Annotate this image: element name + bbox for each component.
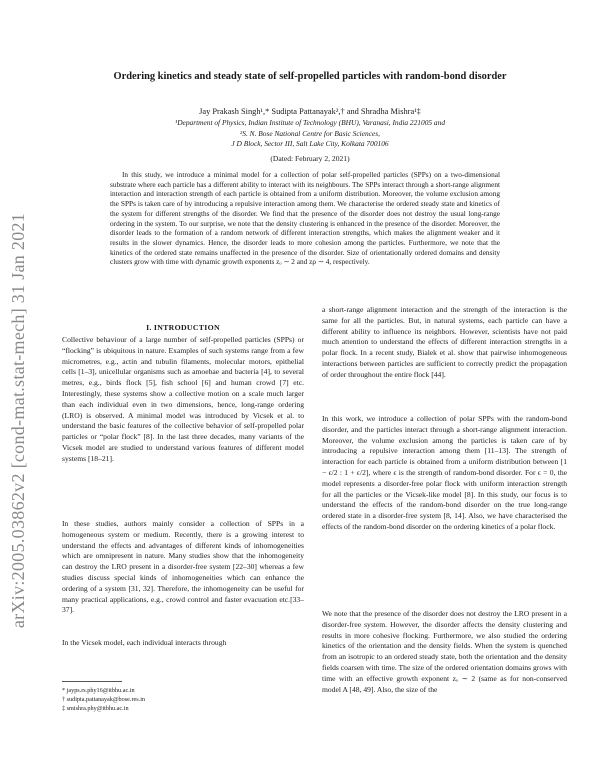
affiliations — [100, 118, 520, 150]
footnote-email-1: * jayps.rs.phy16@itbhu.ac.in — [62, 687, 135, 694]
affiliation-1: ¹Department of Physics, Indian Institute of Technology (BHU), Varanasi, India 221005 and — [174, 118, 446, 127]
paragraph: We note that the presence of the disorder does not destroy the LRO present in a disorder-free system. However, the disorder affects the density clustering and results in more cohesive flocking. Furthermore, we also studied the ordering kinetics of the orientation and the density fields. When the system is quenched from an isotropic to an ordered steady state, both the orientation and the density fields coarsen with time. The size of the ordered orientation domains grows with time with an effective growth exponent zₒ ∼ 2 (same as for non-conserved model A [48, 49]. Also, the size of the — [322, 609, 567, 694]
abstract: In this study, we introduce a minimal model for a collection of polar self-propelled particles (SPPs) on a two-dimensional substrate where each particle has a different ability to interact with its neighbours. The SPPs interact through a short-range alignment interaction and interaction strength of each particle is obtained from a uniform distribution. Moreover, the volume exclusion among the SPPs is taken care of by introducing a repulsive interaction among them. We characterise the ordered steady state and kinetics of the system for different strengths of the disorder. We find that the presence of the disorder does not destroy the usual long-range ordering in the system. To our surprise, we note that the density clustering is enhanced in the presence of the disorder. Moreover, the disorder leads to the formation of a random network of different interaction strengths, which makes the alignment weaker and it results in the slower dynamics. Hence, the disorder leads to more cohesion among the particles. Furthermore, we note that the kinetics of the ordered state remains unaffected in the presence of the disorder. Size of orientationally ordered domains and density clusters grow with time with dynamic growth exponents zₒ ∼ 2 and zρ ∼ 4, respectively. — [110, 170, 500, 267]
paragraph: a short-range alignment interaction and the strength of the interaction is the same for all the particles. But, in natural systems, each particle can have a different ability to influence its neighbors. However, scientists have not paid much attention to understand the effects of different interaction strengths in a polar flock. In a recent study, Bialek et al. show that pairwise inhomogeneous interactions between particles are sufficient to correctly predict the propagation of order throughout the entire flock [44]. — [322, 305, 567, 379]
footnote-email-3: ‡ smishra.phy@itbhu.ac.in — [62, 705, 129, 712]
author-list: Jay Prakash Singh¹,* Sudipta Pattanayak²,† and Shradha Mishra¹‡ — [199, 107, 421, 116]
paragraph: In these studies, authors mainly consider a collection of SPPs in a homogeneous system or medium. Recently, there is a growing interest to understand the effects and advantages of different kinds of inhomogeneities which are omnipresent in nature. Many studies show that the inhomogeneity can destroy the LRO present in a disorder-free system [22–30] whereas a few studies discuss special kinds of inhomogeneities which can enhance the ordering of a system [31, 32]. Therefore, the inhomogeneity can be useful for many practical applications, e.g., crowd control and faster evacuation etc.[33–37]. — [62, 519, 304, 615]
affiliation-2: ²S. N. Bose National Centre for Basic Sciences, — [240, 128, 380, 138]
arxiv-id: arXiv:2005.03862v2 [cond-mat.stat-mech] 31 Jan 2021 — [8, 212, 29, 628]
footnotes — [62, 686, 304, 713]
footnote-email-2: † sudipta.pattanayak@bose.res.in — [62, 696, 146, 703]
section-heading-introduction: I. INTRODUCTION — [146, 323, 220, 332]
arxiv-watermark — [4, 160, 34, 680]
paragraph: In this work, we introduce a collection of polar SPPs with the random-bond disorder, and the particles interact through a short-range alignment interaction. Moreover, the volume exclusion among the particles is taken care of by introducing a repulsive interaction among them [11–13]. The strength of interaction for each particle is obtained from a uniform distribution between [1 − ϵ/2 : 1 + ϵ/2], where ϵ is the strength of random-bond disorder. For ϵ = 0, the model represents a disorder-free polar flock with uniform interaction strength for all the particles or the Vicsek-like model [8]. In this study, our focus is to understand the effects of the random-bond disorder on the true long-range ordered state in a disorder-free system [8, 14]. Also, we have characterised the effects of the random-bond disorder on the ordering kinetics of a polar flock. — [322, 414, 567, 531]
affiliation-3: J D Block, Sector III, Salt Lake City, Kolkata 700106 — [231, 139, 389, 148]
paragraph: In the Vicsek model, each individual interacts through — [62, 638, 227, 647]
paper-title: Ordering kinetics and steady state of self-propelled particles with random-bond disorder — [113, 71, 507, 82]
footnote-divider — [62, 681, 122, 682]
date-line: (Dated: February 2, 2021) — [270, 154, 350, 163]
paragraph: Collective behaviour of a large number of self-propelled particles (SPPs) or “flocking” is ubiquitous in nature. Examples of such systems range from a few micrometres, e.g., actin and tubulin filaments, molecular motors, epithelial cells [1–3], unicellular organisms such as amoebae and bacteria [4], to several metres, e.g., birds flock [5], fish school [6] and human crowd [7] etc. Interestingly, these systems show a collective motion on a scale much larger than each individual even in two dimensions, hence, long-range ordering (LRO) is observed. A minimal model was introduced by Vicsek et al. to understand the basic features of the collective behavior of self-propelled polar particles or “polar flock” [8]. In the last three decades, many variants of the Vicsek model are studied to understand various features of different model systems [18–21]. — [62, 335, 304, 463]
